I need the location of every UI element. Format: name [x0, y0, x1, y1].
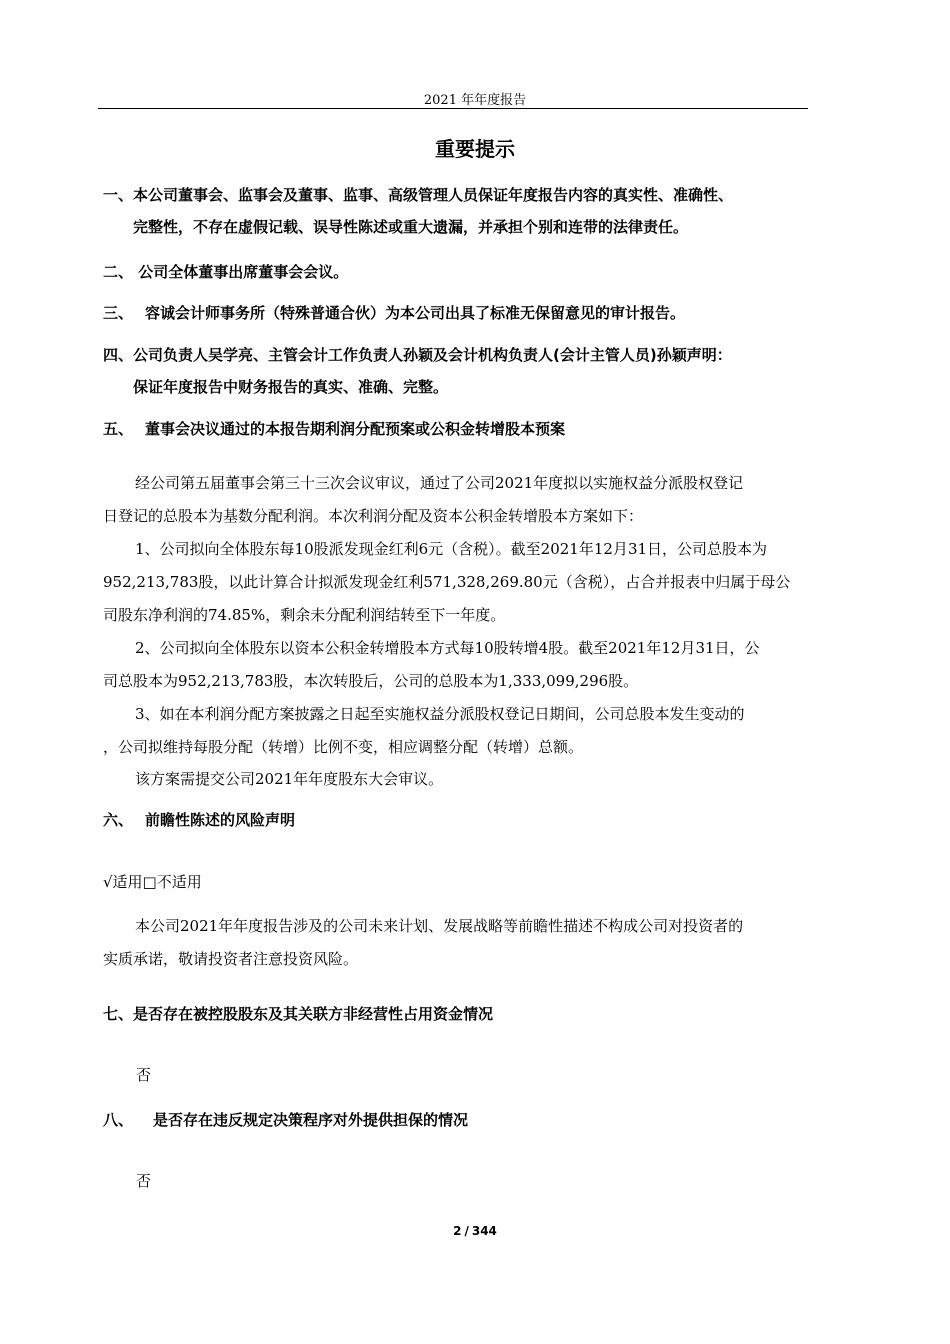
- risk-para-line-1: 本公司2021年年度报告涉及的公司未来计划、发展战略等前瞻性描述不构成公司对投资者的: [135, 917, 744, 935]
- item-5-number: 五、: [103, 420, 134, 438]
- item-8-answer: 否: [136, 1172, 152, 1190]
- item-2: 二、 公司全体董事出席董事会会议。: [103, 263, 349, 281]
- item-8-text: 是否存在违反规定决策程序对外提供担保的情况: [153, 1111, 469, 1129]
- plan-para-2-line-2: 952,213,783股，以此计算合计拟派发现金红利571,328,269.80元（含税），占合并报表中归属于母公: [103, 573, 791, 591]
- plan-para-1-line-1: 经公司第五届董事会第三十三次会议审议，通过了公司2021年度拟以实施权益分派股权登记: [135, 474, 744, 492]
- report-header: 2021 年年度报告: [423, 93, 527, 108]
- item-3-number: 三、: [103, 304, 134, 322]
- item-6-text: 前瞻性陈述的风险声明: [145, 811, 296, 829]
- item-7-answer: 否: [136, 1066, 152, 1084]
- applicability-checkbox-line: √适用□不适用: [103, 873, 202, 891]
- page-title: 重要提示: [435, 137, 515, 161]
- page-current: 2: [453, 1224, 462, 1238]
- item-4-line-2: 保证年度报告中财务报告的真实、准确、完整。: [133, 378, 449, 396]
- item-1-line-1: 一、本公司董事会、监事会及董事、监事、高级管理人员保证年度报告内容的真实性、准确性、: [103, 186, 734, 204]
- plan-para-5: 该方案需提交公司2021年年度股东大会审议。: [135, 770, 444, 788]
- header-divider: [98, 108, 808, 109]
- item-7: 七、是否存在被控股股东及其关联方非经营性占用资金情况: [103, 1005, 494, 1023]
- plan-para-4-line-2: ，公司拟维持每股分配（转增）比例不变，相应调整分配（转增）总额。: [103, 738, 584, 756]
- plan-para-4-line-1: 3、如在本利润分配方案披露之日起至实施权益分派股权登记日期间，公司总股本发生变动的: [135, 705, 745, 723]
- item-8-number: 八、: [103, 1111, 134, 1129]
- plan-para-3-line-2: 司总股本为952,213,783股，本次转股后，公司的总股本为1,333,099,296股。: [103, 672, 639, 690]
- item-6-number: 六、: [103, 811, 134, 829]
- plan-para-1-line-2: 日登记的总股本为基数分配利润。本次利润分配及资本公积金转增股本方案如下：: [103, 507, 644, 525]
- page-number: 2 / 344: [453, 1224, 497, 1238]
- item-4-line-1: 四、公司负责人吴学亮、主管会计工作负责人孙颖及会计机构负责人(会计主管人员)孙颖声明：: [103, 346, 732, 364]
- plan-para-2-line-3: 司股东净利润的74.85%，剩余未分配利润结转至下一年度。: [103, 606, 506, 624]
- item-3-text: 容诚会计师事务所（特殊普通合伙）为本公司出具了标准无保留意见的审计报告。: [145, 304, 686, 322]
- item-5-text: 董事会决议通过的本报告期利润分配预案或公积金转增股本预案: [145, 420, 566, 438]
- risk-para-line-2: 实质承诺，敬请投资者注意投资风险。: [103, 950, 359, 968]
- item-1-line-2: 完整性，不存在虚假记载、误导性陈述或重大遗漏，并承担个别和连带的法律责任。: [133, 218, 689, 236]
- page-total: 344: [471, 1224, 497, 1238]
- plan-para-2-line-1: 1、公司拟向全体股东每10股派发现金红利6元（含税）。截至2021年12月31日，公司总股本为: [135, 540, 768, 558]
- plan-para-3-line-1: 2、公司拟向全体股东以资本公积金转增股本方式每10股转增4股。截至2021年12月31日，公: [135, 639, 760, 657]
